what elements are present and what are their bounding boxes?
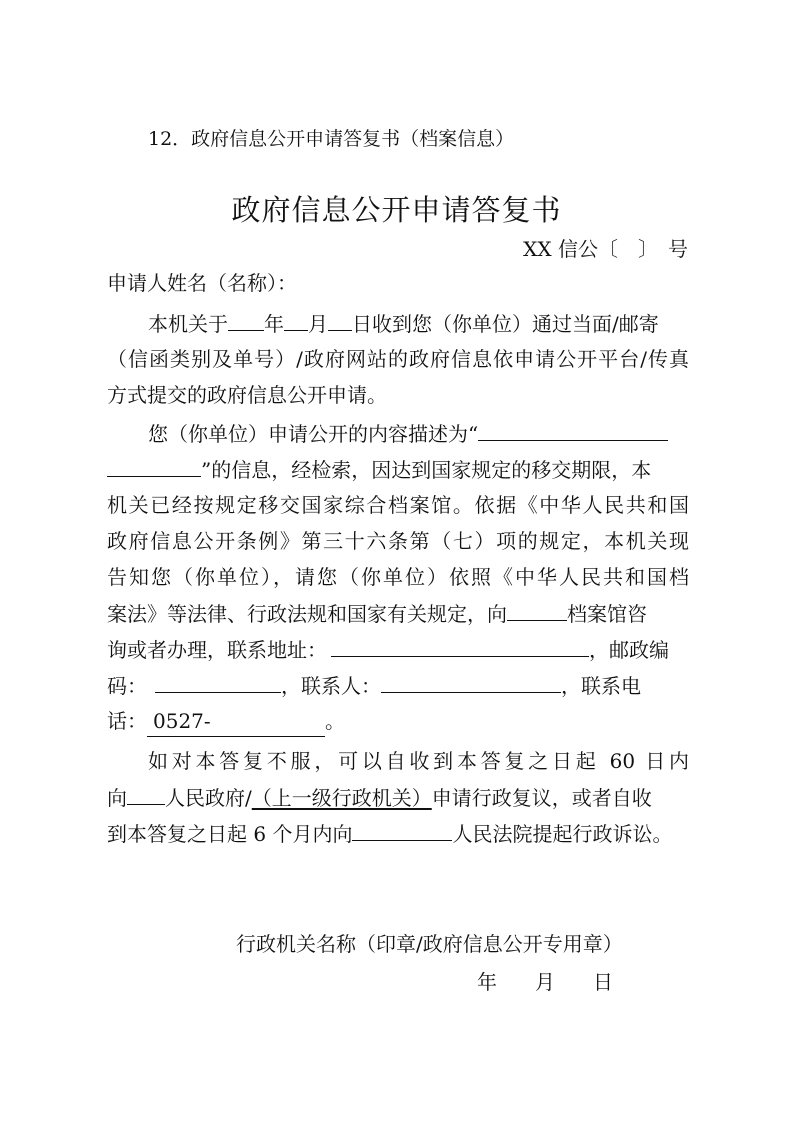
text: ，联系人：: [281, 674, 381, 698]
blank-month: [284, 308, 308, 331]
superior-agency: （上一级行政机关）: [251, 786, 432, 810]
blank-year: [228, 308, 264, 331]
para2-line1: [148, 418, 689, 448]
para2-line9: [107, 706, 689, 736]
blank-court: [352, 818, 452, 841]
document-title: 政府信息公开申请答复书: [231, 193, 562, 227]
text: 到本答复之日起 6 个月内向: [107, 822, 353, 846]
phone-prefix: 0527-: [153, 709, 211, 733]
text: ”的信息，经检索，因达到国家规定的移交期限，本: [201, 458, 652, 482]
text: 人民法院提起行政诉讼。: [452, 822, 673, 846]
text: 档案馆咨: [567, 602, 647, 626]
text: 日收到您（你单位）通过当面/邮寄: [352, 312, 659, 336]
para3-line1: 如对本答复不服，可以自收到本答复之日起 60 日内: [148, 749, 689, 773]
blank-contact-person: [381, 670, 561, 693]
blank-address: [331, 634, 589, 657]
para2-line5: 告知您（你单位），请您（你单位）依照《中华人民共和国档: [107, 565, 689, 589]
agency-signature: 行政机关名称（印章/政府信息公开专用章）: [236, 932, 623, 956]
para3-line2: [107, 782, 689, 812]
para1-line3: 方式提交的政府信息公开申请。: [107, 383, 387, 407]
blank-content-description: [478, 418, 668, 441]
text: 话：: [107, 709, 147, 733]
para2-line8: [107, 670, 689, 700]
para1-line2: （信函类别及单号）/政府网站的政府信息依申请公开平台/传真: [107, 347, 689, 371]
blank-content-description-cont: [107, 454, 201, 477]
blank-postcode: [155, 670, 281, 693]
date-month: 月: [535, 970, 555, 994]
date-year: 年: [477, 970, 497, 994]
para2-line6: [107, 598, 689, 628]
text: 。: [325, 709, 345, 733]
para2-line4: 政府信息公开条例》第三十六条第（七）项的规定，本机关现: [107, 529, 689, 553]
section-heading: 12．政府信息公开申请答复书（档案信息）: [148, 128, 515, 150]
blank-government: [127, 782, 165, 805]
text: ，邮政编: [589, 638, 669, 662]
text: 询或者办理，联系地址：: [107, 638, 327, 662]
para1-line1: [148, 308, 689, 338]
text: 向: [107, 786, 127, 810]
para2-line2: [107, 454, 689, 484]
para2-line7: [107, 634, 689, 664]
text: 您（你单位）申请公开的内容描述为“: [148, 422, 479, 446]
text: ，联系电: [561, 674, 641, 698]
text: 人民政府/: [165, 786, 252, 810]
text: 月: [308, 312, 328, 336]
date-line: [477, 966, 613, 995]
date-day: 日: [593, 970, 613, 994]
text: 本机关于: [148, 312, 228, 336]
document-number: XX 信公〔 〕 号: [523, 237, 688, 261]
salutation: 申请人姓名（名称）：: [107, 271, 297, 295]
text: 年: [264, 312, 284, 336]
text: 案法》等法律、行政法规和国家有关规定，向: [107, 602, 507, 626]
blank-archive-name: [507, 598, 567, 621]
text: 申请行政复议，或者自收: [431, 786, 652, 810]
para3-line3: [107, 818, 689, 848]
phone-field: [147, 706, 325, 737]
text: 码：: [107, 674, 147, 698]
blank-day: [328, 308, 352, 331]
para2-line3: 机关已经按规定移交国家综合档案馆。依据《中华人民共和国: [107, 493, 689, 517]
